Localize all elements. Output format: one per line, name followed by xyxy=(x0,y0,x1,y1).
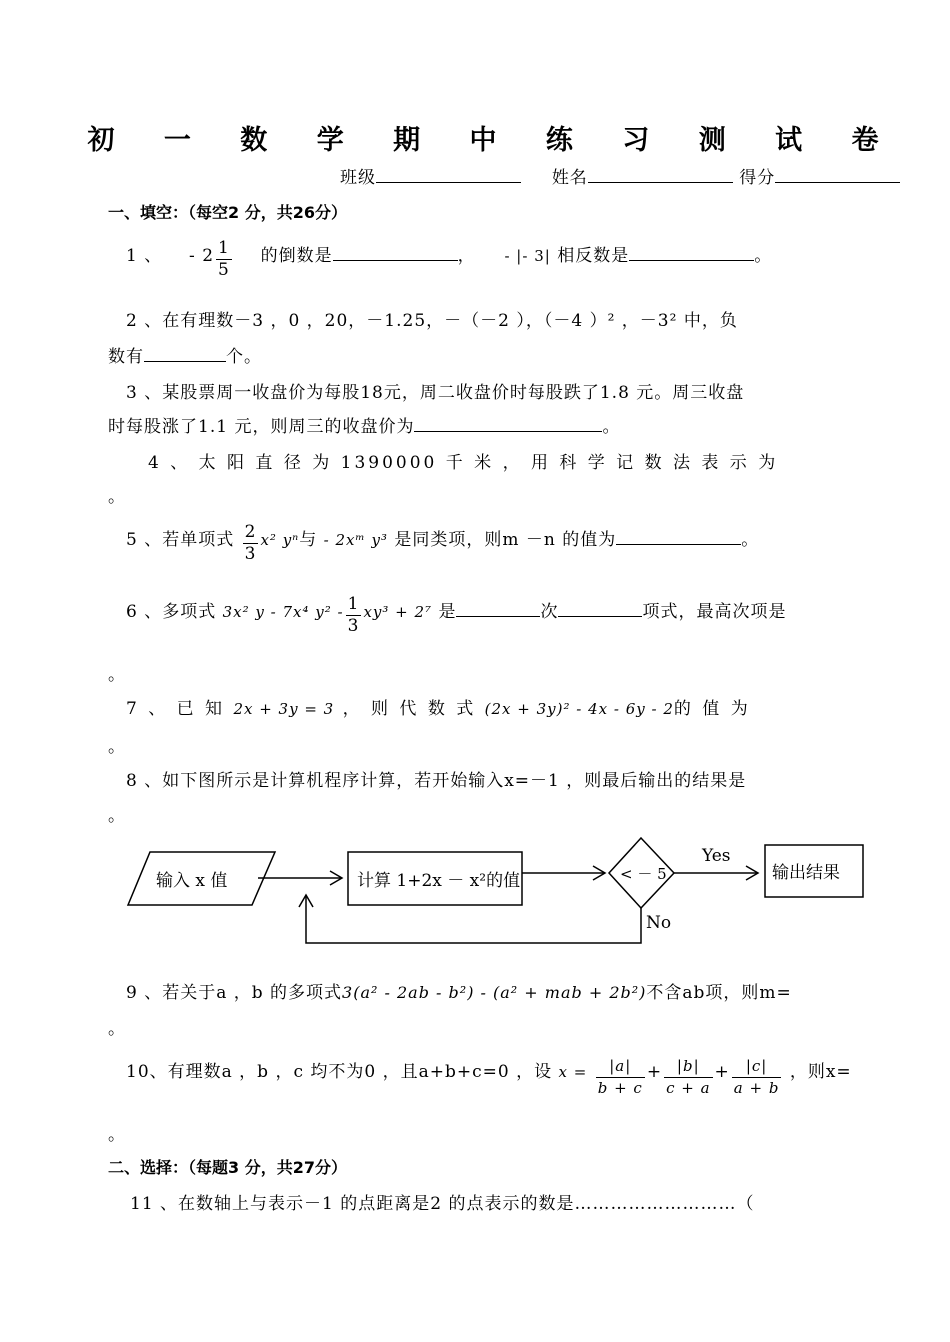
q7-text-2: ， 则 代 数 式 xyxy=(342,699,477,719)
q6-text-is: 是 xyxy=(438,602,457,622)
question-9-line2: 。 xyxy=(108,1019,126,1039)
question-10-line2: 。 xyxy=(108,1125,126,1145)
q10-fraction-c: $\frac{|c|}{a + b}$ xyxy=(733,1057,780,1097)
q5-fraction: $\frac{2}{3}$ xyxy=(244,522,257,564)
name-label: 姓名 xyxy=(551,168,588,188)
q10-x-equals: x = xyxy=(558,1063,588,1081)
section-heading-choice: 二、选择：（每题3 分，共27分） xyxy=(108,1158,347,1177)
question-6-line2: 。 xyxy=(108,665,126,685)
q6-text-degree: 次 xyxy=(540,602,559,622)
question-11-line1: 11 、在数轴上与表示－1 的点距离是2 的点表示的数是………………………（ xyxy=(130,1194,755,1214)
q5-end: 。 xyxy=(741,530,760,550)
q3-text: 时每股涨了1.1 元，则周三的收盘价为 xyxy=(108,417,415,437)
section-heading-fill: 一、填空：（每空2 分，共26分） xyxy=(108,203,347,222)
flow-input-label: 输入 x 值 xyxy=(156,871,228,891)
q10-text: 10、有理数a ，b ，c 均不为0 ，且a+b+c=0 ，设 xyxy=(126,1062,553,1082)
q1-fraction: $\frac{1}{5}$ xyxy=(218,238,230,280)
score-label: 得分 xyxy=(739,168,776,188)
q9-expression: 3(a² - 2ab - b²) - (a² + mab + 2b²) xyxy=(342,983,647,1002)
q9-text: 9 、若关于a ，b 的多项式 xyxy=(126,983,343,1003)
q5-text: 5 、若单项式 xyxy=(126,530,235,550)
flow-output-label: 输出结果 xyxy=(772,863,840,883)
class-label: 班级 xyxy=(340,168,376,188)
q1-comma: ， xyxy=(457,246,476,266)
question-2-line1: 2 、在有理数－3 ，0 ，20，－1.25，－（－2 ），（－4 ）² ，－3² 中，负 xyxy=(126,311,738,331)
q5-monomial-1: x² yⁿ xyxy=(260,531,300,549)
q6-text-3: 项式，最高次项是 xyxy=(642,602,787,622)
q2-end: 个。 xyxy=(226,347,262,367)
page-title: 初 一 数 学 期 中 练 习 测 试 卷 xyxy=(87,125,899,156)
q6-poly-b: xy³ + 2⁷ xyxy=(363,603,433,621)
q5-and: 与 xyxy=(299,530,318,550)
q1-text-opposite: 相反数是 xyxy=(557,246,630,266)
flow-loop-arrow xyxy=(306,895,641,943)
q3-end: 。 xyxy=(602,417,621,437)
q9-text-2: 不含ab项，则m= xyxy=(646,983,792,1003)
q6-poly-a: 3x² y - 7x⁴ y² - xyxy=(222,603,344,621)
q10-fraction-b: $\frac{|b|}{c + a}$ xyxy=(666,1057,711,1097)
flow-no-label: No xyxy=(646,913,672,933)
q5-text-2: 是同类项，则m －n 的值为 xyxy=(394,530,617,550)
question-4-line1: 4 、 太 阳 直 径 为 1390000 千 米 ， 用 科 学 记 数 法 表 示 为 xyxy=(148,453,779,473)
q7-text-3: 的 值 为 xyxy=(673,699,751,719)
q10-plus-1: + xyxy=(646,1062,663,1082)
q1-number: 1 、 xyxy=(126,246,163,266)
q7-condition: 2x + 3y = 3 xyxy=(233,700,335,718)
question-3-line1: 3 、某股票周一收盘价为每股18元，周二收盘价时每股跌了1.8 元。周三收盘 xyxy=(126,383,745,403)
q6-fraction: $\frac{1}{3}$ xyxy=(347,594,360,636)
q6-text: 6 、多项式 xyxy=(126,602,217,622)
flow-condition-label: < － 5 xyxy=(620,865,667,883)
q2-text: 数有 xyxy=(108,347,144,367)
flow-yes-label: Yes xyxy=(702,846,731,866)
q7-text: 7 、 已 知 xyxy=(126,699,226,719)
q1-abs-expression: - |- 3| xyxy=(504,247,551,265)
q7-expression: (2x + 3y)² - 4x - 6y - 2 xyxy=(484,700,674,718)
flow-compute-label: 计算 1+2x － x²的值 xyxy=(357,871,521,891)
q10-fraction-a: $\frac{|a|}{b + c}$ xyxy=(597,1057,643,1097)
q1-text-reciprocal: 的倒数是 xyxy=(260,246,333,266)
question-4-line2: 。 xyxy=(108,487,126,507)
q10-text-2: ，则x= xyxy=(789,1062,852,1082)
q10-plus-2: + xyxy=(714,1062,730,1082)
question-8-line2: 。 xyxy=(108,806,126,826)
question-7-line2: 。 xyxy=(108,737,126,757)
q5-monomial-2: - 2xᵐ y³ xyxy=(323,531,388,549)
question-10 xyxy=(126,1056,852,1099)
question-8-line1: 8 、如下图所示是计算机程序计算，若开始输入x=－1 ，则最后输出的结果是 xyxy=(126,771,747,791)
q1-end: 。 xyxy=(754,246,773,266)
question-9 xyxy=(126,978,792,1003)
q1-mixed-whole: - 2 xyxy=(189,246,215,266)
